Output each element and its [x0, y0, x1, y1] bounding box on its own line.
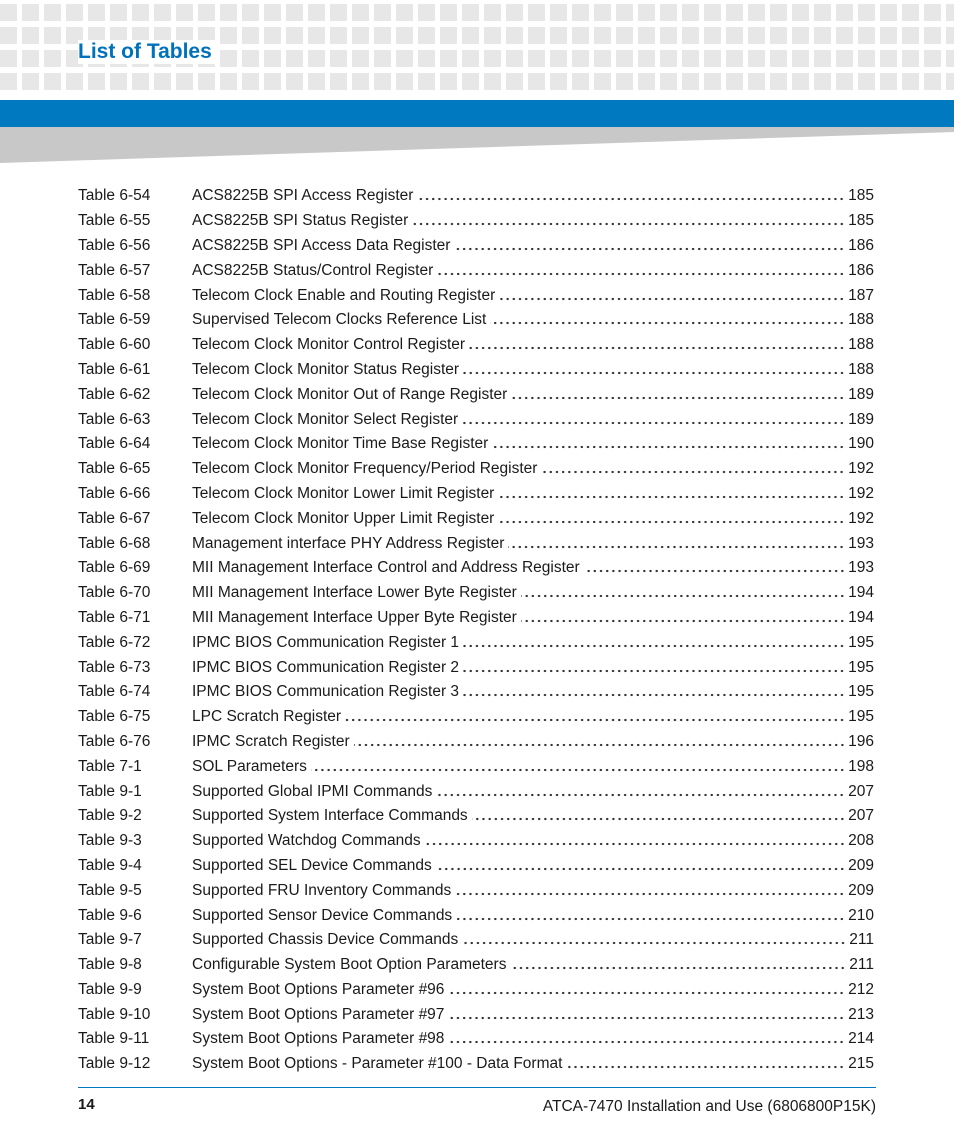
toc-entry[interactable] — [78, 779, 874, 804]
toc-dot-leader — [311, 765, 845, 775]
page-title: List of Tables — [78, 40, 216, 64]
toc-entry-number: Table 6-75 — [78, 708, 151, 726]
toc-entry-page: 194 — [848, 608, 874, 626]
toc-entry-title: Telecom Clock Monitor Frequency/Period Register — [192, 460, 538, 478]
toc-entry[interactable] — [78, 432, 874, 457]
toc-dot-leader — [462, 938, 846, 948]
toc-entry-page: 195 — [848, 683, 874, 701]
toc-entry[interactable] — [78, 358, 874, 383]
toc-entry-number: Table 6-70 — [78, 584, 151, 602]
toc-entry-page: 193 — [848, 559, 874, 577]
toc-dot-leader — [492, 442, 845, 452]
toc-entry[interactable] — [78, 234, 874, 259]
toc-entry[interactable] — [78, 1052, 874, 1077]
toc-entry-page: 186 — [848, 261, 874, 279]
toc-dot-leader — [463, 666, 845, 676]
toc-entry[interactable] — [78, 581, 874, 606]
toc-entry-title: System Boot Options Parameter #96 — [192, 980, 445, 998]
toc-dot-leader — [498, 492, 845, 502]
toc-entry-title: System Boot Options Parameter #98 — [192, 1030, 445, 1048]
toc-dot-leader — [454, 244, 845, 254]
toc-entry-number: Table 9-11 — [78, 1030, 150, 1048]
toc-entry-number: Table 6-60 — [78, 336, 151, 354]
toc-entry-number: Table 9-9 — [78, 980, 142, 998]
toc-entry[interactable] — [78, 854, 874, 879]
toc-dot-leader — [511, 393, 845, 403]
toc-entry-number: Table 7-1 — [78, 757, 142, 775]
toc-entry-page: 198 — [848, 757, 874, 775]
footer-page-number: 14 — [78, 1096, 95, 1113]
toc-dot-leader — [463, 690, 845, 700]
toc-entry-page: 192 — [848, 460, 874, 478]
toc-dot-leader — [472, 814, 845, 824]
toc-entry[interactable] — [78, 1027, 874, 1052]
toc-entry[interactable] — [78, 506, 874, 531]
toc-entry-number: Table 6-63 — [78, 410, 151, 428]
toc-entry-title: ACS8225B SPI Status Register — [192, 212, 409, 230]
toc-entry-number: Table 6-73 — [78, 658, 151, 676]
toc-entry-page: 192 — [848, 484, 874, 502]
toc-entry-title: Configurable System Boot Option Parameters — [192, 956, 507, 974]
toc-entry-title: ACS8225B SPI Access Data Register — [192, 236, 451, 254]
toc-entry-page: 185 — [848, 212, 874, 230]
toc-entry[interactable] — [78, 482, 874, 507]
toc-entry-page: 193 — [848, 534, 874, 552]
toc-entry-page: 213 — [848, 1005, 874, 1023]
toc-entry-page: 192 — [848, 509, 874, 527]
toc-entry-number: Table 9-7 — [78, 931, 142, 949]
toc-entry-number: Table 6-76 — [78, 732, 151, 750]
toc-entry[interactable] — [78, 258, 874, 283]
toc-entry-page: 207 — [848, 782, 874, 800]
toc-entry[interactable] — [78, 978, 874, 1003]
toc-entry-title: Supported System Interface Commands — [192, 807, 468, 825]
toc-entry-title: System Boot Options - Parameter #100 - Data Format — [192, 1055, 563, 1073]
toc-entry-title: Telecom Clock Monitor Control Register — [192, 336, 466, 354]
toc-entry-page: 212 — [848, 980, 874, 998]
header-gray-wedge — [0, 127, 954, 163]
header-pattern-row — [0, 73, 954, 90]
toc-entry-page: 207 — [848, 807, 874, 825]
toc-dot-leader — [456, 914, 845, 924]
toc-entry-number: Table 9-2 — [78, 807, 142, 825]
toc-entry-title: Telecom Clock Monitor Lower Limit Register — [192, 484, 495, 502]
toc-entry-title: MII Management Interface Upper Byte Register — [192, 608, 517, 626]
toc-entry[interactable] — [78, 829, 874, 854]
toc-dot-leader — [521, 616, 845, 626]
toc-entry-page: 194 — [848, 584, 874, 602]
toc-entry[interactable] — [78, 705, 874, 730]
toc-entry-number: Table 9-1 — [78, 782, 142, 800]
toc-entry-number: Table 6-62 — [78, 385, 151, 403]
toc-entry[interactable] — [78, 308, 874, 333]
toc-entry-page: 188 — [848, 336, 874, 354]
toc-entry-number: Table 6-67 — [78, 509, 151, 527]
toc-entry[interactable] — [78, 878, 874, 903]
toc-dot-leader — [436, 790, 845, 800]
toc-entry[interactable] — [78, 953, 874, 978]
toc-dot-leader — [417, 194, 845, 204]
toc-entry-page: 186 — [848, 236, 874, 254]
toc-entry-number: Table 6-71 — [78, 608, 151, 626]
toc-dot-leader — [498, 517, 845, 527]
toc-dot-leader — [412, 219, 845, 229]
toc-entry-number: Table 6-61 — [78, 360, 151, 378]
toc-entry-title: MII Management Interface Lower Byte Register — [192, 584, 517, 602]
toc-entry-title: IPMC BIOS Communication Register 1 — [192, 633, 460, 651]
toc-dot-leader — [455, 889, 845, 899]
toc-entry[interactable] — [78, 928, 874, 953]
footer-rule — [78, 1087, 876, 1088]
toc-entry-page: 188 — [848, 360, 874, 378]
toc-dot-leader — [462, 418, 845, 428]
toc-entry-page: 195 — [848, 708, 874, 726]
toc-entry-number: Table 9-6 — [78, 906, 142, 924]
toc-entry[interactable] — [78, 382, 874, 407]
toc-entry-title: Telecom Clock Enable and Routing Register — [192, 286, 496, 304]
toc-entry-title: Supervised Telecom Clocks Reference List — [192, 311, 487, 329]
toc-entry[interactable] — [78, 903, 874, 928]
toc-entry-title: MII Management Interface Control and Address Register — [192, 559, 580, 577]
toc-entry-title: System Boot Options Parameter #97 — [192, 1005, 445, 1023]
toc-dot-leader — [499, 294, 845, 304]
toc-entry[interactable] — [78, 655, 874, 680]
header-blue-band — [0, 100, 954, 127]
toc-dot-leader — [490, 318, 845, 328]
toc-dot-leader — [469, 343, 845, 353]
toc-entry-page: 209 — [848, 856, 874, 874]
toc-entry-title: IPMC Scratch Register — [192, 732, 350, 750]
toc-entry-number: Table 6-56 — [78, 236, 151, 254]
toc-entry[interactable] — [78, 804, 874, 829]
toc-entry-number: Table 6-66 — [78, 484, 151, 502]
toc-entry-page: 211 — [849, 931, 874, 949]
toc-entry-number: Table 9-4 — [78, 856, 142, 874]
toc-entry-page: 196 — [848, 732, 874, 750]
toc-entry-number: Table 6-74 — [78, 683, 151, 701]
toc-entry-page: 188 — [848, 311, 874, 329]
toc-entry-number: Table 6-57 — [78, 261, 151, 279]
toc-entry-page: 215 — [848, 1055, 874, 1073]
toc-entry[interactable] — [78, 754, 874, 779]
toc-entry[interactable] — [78, 531, 874, 556]
toc-entry-title: Supported Watchdog Commands — [192, 832, 421, 850]
toc-entry-number: Table 6-59 — [78, 311, 151, 329]
toc-entry-number: Table 6-64 — [78, 435, 151, 453]
toc-dot-leader — [463, 641, 845, 651]
toc-entry-title: LPC Scratch Register — [192, 708, 342, 726]
toc-dot-leader — [354, 740, 845, 750]
toc-dot-leader — [541, 467, 845, 477]
toc-entry[interactable] — [78, 730, 874, 755]
toc-dot-leader — [425, 839, 846, 849]
toc-entry-title: IPMC BIOS Communication Register 3 — [192, 683, 460, 701]
toc-entry-page: 190 — [848, 435, 874, 453]
toc-entry[interactable] — [78, 680, 874, 705]
toc-dot-leader — [448, 1037, 845, 1047]
toc-entry-number: Table 9-5 — [78, 881, 142, 899]
toc-entry-number: Table 9-3 — [78, 832, 142, 850]
toc-entry[interactable] — [78, 606, 874, 631]
toc-entry-page: 209 — [848, 881, 874, 899]
toc-entry-page: 195 — [848, 633, 874, 651]
toc-dot-leader — [508, 542, 845, 552]
toc-dot-leader — [448, 988, 845, 998]
toc-entry-page: 208 — [848, 832, 874, 850]
list-of-tables — [78, 184, 874, 1077]
toc-entry-number: Table 9-12 — [78, 1055, 151, 1073]
toc-entry-number: Table 6-58 — [78, 286, 151, 304]
toc-entry-page: 214 — [848, 1030, 874, 1048]
toc-dot-leader — [566, 1062, 845, 1072]
toc-entry-title: Telecom Clock Monitor Time Base Register — [192, 435, 489, 453]
toc-entry-title: Supported SEL Device Commands — [192, 856, 432, 874]
toc-entry[interactable] — [78, 1002, 874, 1027]
toc-dot-leader — [584, 566, 845, 576]
toc-entry[interactable] — [78, 407, 874, 432]
toc-entry[interactable] — [78, 283, 874, 308]
toc-entry-title: IPMC BIOS Communication Register 2 — [192, 658, 460, 676]
toc-dot-leader — [345, 715, 845, 725]
toc-entry-page: 189 — [848, 410, 874, 428]
toc-entry-page: 189 — [848, 385, 874, 403]
toc-entry-number: Table 6-55 — [78, 212, 151, 230]
toc-entry-title: Supported Chassis Device Commands — [192, 931, 459, 949]
toc-entry-number: Table 9-8 — [78, 956, 142, 974]
toc-entry[interactable] — [78, 457, 874, 482]
toc-entry-title: Supported Sensor Device Commands — [192, 906, 453, 924]
toc-entry-title: Telecom Clock Monitor Status Register — [192, 360, 460, 378]
toc-entry[interactable] — [78, 184, 874, 209]
toc-entry-page: 195 — [848, 658, 874, 676]
toc-entry-number: Table 6-65 — [78, 460, 151, 478]
footer-document-title: ATCA-7470 Installation and Use (6806800P15K) — [542, 1098, 876, 1115]
toc-entry-title: ACS8225B SPI Access Register — [192, 187, 414, 205]
toc-entry[interactable] — [78, 630, 874, 655]
toc-entry-title: Telecom Clock Monitor Select Register — [192, 410, 459, 428]
toc-entry-number: Table 6-69 — [78, 559, 151, 577]
header-pattern-row — [0, 4, 954, 21]
toc-entry[interactable] — [78, 556, 874, 581]
toc-entry-title: Telecom Clock Monitor Upper Limit Register — [192, 509, 495, 527]
toc-entry-page: 211 — [849, 956, 874, 974]
toc-entry-title: ACS8225B Status/Control Register — [192, 261, 434, 279]
toc-entry[interactable] — [78, 333, 874, 358]
toc-dot-leader — [463, 368, 845, 378]
toc-entry-title: Management interface PHY Address Register — [192, 534, 505, 552]
toc-entry-title: Telecom Clock Monitor Out of Range Register — [192, 385, 508, 403]
toc-entry-page: 210 — [848, 906, 874, 924]
toc-dot-leader — [437, 269, 845, 279]
toc-entry-number: Table 6-54 — [78, 187, 151, 205]
toc-entry-number: Table 6-68 — [78, 534, 151, 552]
toc-dot-leader — [436, 864, 845, 874]
toc-entry[interactable] — [78, 209, 874, 234]
toc-entry-title: SOL Parameters — [192, 757, 307, 775]
toc-entry-page: 185 — [848, 187, 874, 205]
toc-entry-number: Table 9-10 — [78, 1005, 151, 1023]
toc-dot-leader — [510, 963, 846, 973]
toc-entry-title: Supported FRU Inventory Commands — [192, 881, 452, 899]
toc-entry-page: 187 — [848, 286, 874, 304]
toc-entry-title: Supported Global IPMI Commands — [192, 782, 433, 800]
toc-dot-leader — [448, 1013, 845, 1023]
toc-dot-leader — [521, 591, 845, 601]
toc-entry-number: Table 6-72 — [78, 633, 151, 651]
